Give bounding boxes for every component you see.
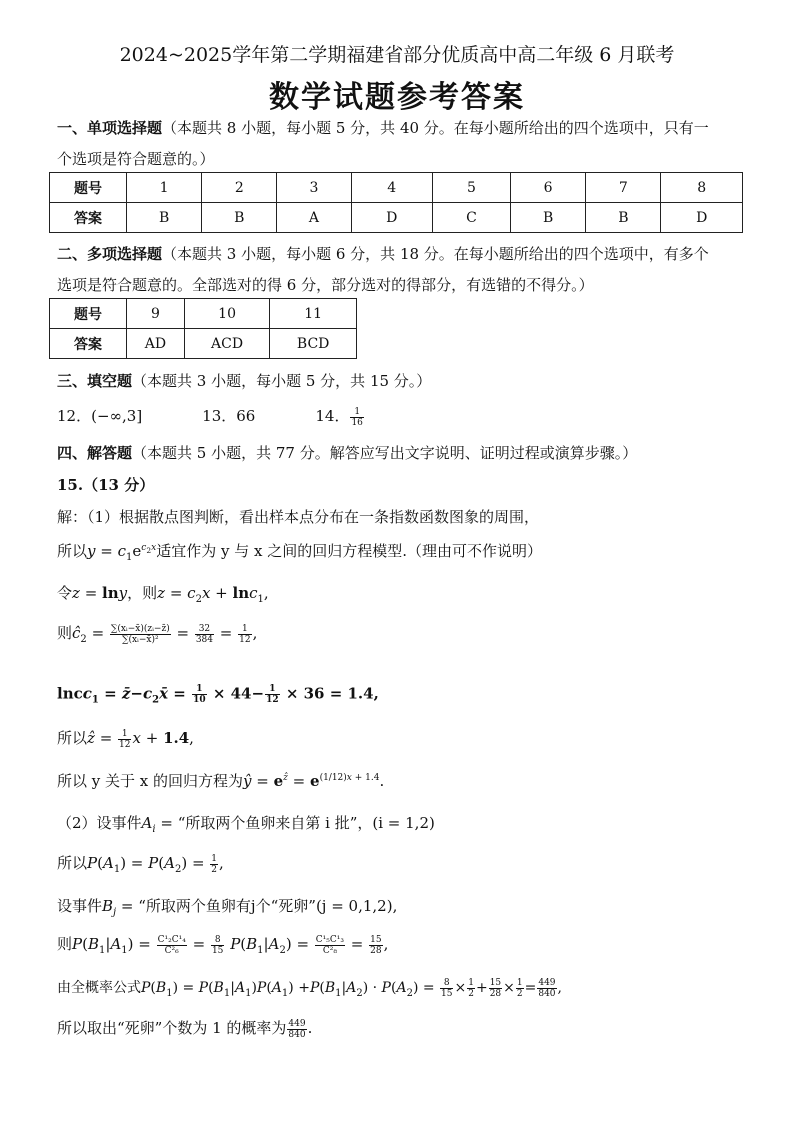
table-header-cell: 题号 — [50, 299, 127, 329]
section3-heading: 三、填空题 — [57, 372, 133, 390]
table-cell: B — [127, 203, 202, 233]
answer-12: 12．(−∞,3] — [57, 407, 143, 425]
text: 则 — [57, 624, 73, 642]
fraction — [537, 978, 556, 999]
fill-in-answers — [57, 405, 365, 428]
table-cell: AD — [127, 329, 185, 359]
text: (j = 0,1,2) — [315, 897, 393, 915]
fraction-numerator: C¹₅C¹₃ — [315, 934, 345, 945]
text: “所取两个鱼卵有j个“死卵” — [138, 897, 316, 915]
answer-13: 13．66 — [202, 407, 256, 425]
answer-table-single — [49, 172, 743, 233]
q15-line10: 设事件$B_j$ = “所取两个鱼卵有j个“死卵”(j = 0,1,2), — [57, 897, 398, 918]
table-cell: 11 — [270, 299, 357, 329]
table-cell: 2 — [202, 173, 277, 203]
question-15-title: 15.（13 分） — [57, 476, 155, 494]
fraction: $\frac{1}{12}$ — [266, 684, 279, 705]
fraction — [369, 935, 382, 956]
table-cell: 4 — [351, 173, 432, 203]
text: 所以 y 关于 x 的回归方程为 — [57, 772, 244, 790]
q15-line9: 所以$P(A_1) = P(A_2)$ = $\frac{1}{2}$ , — [57, 853, 224, 875]
table-header-cell: 题号 — [50, 173, 127, 203]
q15-line7: 所以 y 关于 x 的回归方程为ŷ = $e^ẑ = e^{(1/12)x + 1.4}$. — [57, 772, 385, 790]
table-cell: BCD — [270, 329, 357, 359]
table-cell: D — [351, 203, 432, 233]
q15-line12: 由全概率公式$P(B_1) = P(B_1|A_1)P(A_1) +P(B_1|A_2) \cdot P(A_2)$ = $\frac{8}{15}$ × $\frac{1}{2}$ + $\frac{15}{28}$ × $\frac{1}{2}$ = $\frac{449}{840}$ , — [57, 977, 562, 999]
section2-heading: 二、多项选择题 — [57, 245, 163, 263]
fraction-denominator: C²₈ — [322, 945, 337, 956]
page-title: 数学试题参考答案 — [269, 80, 525, 115]
answer-14-label: 14． — [315, 407, 350, 425]
table-cell: B — [202, 203, 277, 233]
q15-line5: lncc$_1$ = $z̄-c_2x̄$ = $\frac{1}{10}$ × 44− $\frac{1}{12}$ × 36 = 1.4, — [57, 684, 379, 706]
table-cell: A — [277, 203, 351, 233]
fraction-numerator: 1 — [238, 624, 251, 635]
section3-desc: （本题共 3 小题，每小题 5 分，共 15 分。） — [132, 372, 432, 390]
fraction: $\frac{15}{28}$ — [489, 977, 502, 999]
fraction: $\frac{1}{2}$ — [516, 977, 523, 999]
table-row — [50, 173, 743, 203]
table-cell: C — [432, 203, 510, 233]
section3-line — [57, 370, 431, 391]
section1-desc1: （本题共 8 小题，每小题 5 分，共 40 分。在每小题所给出的四个选项中，只有一 — [162, 119, 709, 137]
q15-line8: （2）设事件$A_i$ = “所取两个鱼卵来自第 i 批”，(i = 1,2) — [57, 814, 435, 835]
fraction — [315, 935, 345, 956]
table-cell: 1 — [127, 173, 202, 203]
text: (i = 1,2) — [372, 814, 435, 832]
q15-line13: 所以取出“死卵”个数为 1 的概率为 $\frac{449}{840}$ . — [57, 1018, 313, 1040]
table-cell: 8 — [661, 173, 743, 203]
table-cell: D — [661, 203, 743, 233]
fraction-numerator: 1 — [350, 407, 363, 418]
value: 44 — [230, 684, 252, 703]
table-cell: 7 — [586, 173, 661, 203]
fraction: $\frac{1}{2}$ — [211, 853, 218, 875]
text: 所以 — [57, 854, 88, 872]
section4-desc: （本题共 5 小题，共 77 分。解答应写出文字说明、证明过程或演算步骤。） — [132, 444, 638, 462]
text: 由全概率公式 — [57, 980, 141, 996]
fraction-numerator: 32 — [195, 624, 214, 635]
text: 令 — [57, 584, 73, 602]
table-cell: 6 — [511, 173, 586, 203]
regression-fraction — [110, 624, 171, 645]
section2-line1 — [57, 243, 709, 264]
table-cell: B — [586, 203, 661, 233]
text: （2）设事件 — [57, 814, 142, 832]
text: 所以 — [57, 542, 88, 560]
table-cell: 3 — [277, 173, 351, 203]
q15-line11: 则$P(B_1|A_1)$ = $\frac{\text{C¹₂C¹₄}}{\text{C²₆}}$ = $\frac{8}{15}$ $P(B_1|A_2)$ = $\frac{\text{C¹₅C¹₃}}{\text{C²₈}}$ = $\frac{15}{28}$ , — [57, 934, 389, 956]
q15-line6: 所以ẑ = $\frac{1}{12}$ x + 1.4, — [57, 728, 194, 750]
text: 设事件 — [57, 897, 103, 915]
table-cell: 9 — [127, 299, 185, 329]
section4-heading: 四、解答题 — [57, 444, 133, 462]
section2-desc1: （本题共 3 小题，每小题 6 分，共 18 分。在每小题所给出的四个选项中，有多个 — [162, 245, 709, 263]
q15-line2: 所以$y = c_1e^{c_2x}$适宜作为 y 与 x 之间的回归方程模型.（理由可不作说明） — [57, 542, 542, 563]
fraction: $\frac{1}{10}$ — [193, 684, 206, 705]
fraction: $\frac{1}{12}$ — [119, 728, 131, 750]
section1-desc2: 个选项是符合题意的。） — [57, 150, 215, 168]
text: ，则 — [127, 584, 158, 602]
answer-table-multiple — [49, 298, 357, 359]
q15-line3: 令z = lny，则$z = c_2x + \ln c_1$, — [57, 584, 269, 605]
table-cell: ACD — [184, 329, 270, 359]
fraction-denominator: 15 — [211, 945, 224, 956]
section1-heading: 一、单项选择题 — [57, 119, 163, 137]
table-header-cell: 答案 — [50, 329, 127, 359]
text: 适宜作为 y 与 x 之间的回归方程模型.（理由可不作说明） — [156, 542, 542, 560]
table-cell: B — [511, 203, 586, 233]
table-row — [50, 329, 357, 359]
fraction-numerator: ∑(xᵢ−x̄)(zᵢ−z̄) — [110, 623, 170, 634]
fraction-numerator: 449 — [288, 1018, 306, 1029]
fraction — [211, 935, 224, 956]
fraction-denominator: 12 — [239, 634, 251, 645]
fraction-denominator: ∑(xᵢ−x̄)² — [122, 634, 159, 645]
fraction — [238, 624, 251, 645]
table-cell: 5 — [432, 173, 510, 203]
section2-desc2: 选项是符合题意的。全部选对的得 6 分，部分选对的得部分，有选错的不得分。） — [57, 276, 594, 294]
answer-14-fraction — [350, 407, 363, 428]
q15-line1: 解：（1）根据散点图判断，看出样本点分布在一条指数函数图象的周围， — [57, 508, 540, 526]
text: lnc — [57, 684, 83, 703]
fraction-denominator: 28 — [370, 945, 382, 956]
table-row — [50, 203, 743, 233]
value: 1.4 — [347, 684, 374, 703]
fraction — [157, 935, 187, 956]
fraction-denominator: 16 — [351, 417, 363, 428]
section1-line1 — [57, 117, 709, 138]
fraction-denominator: 840 — [538, 988, 556, 999]
text: 则 — [57, 935, 73, 953]
table-row — [50, 299, 357, 329]
value: 36 — [303, 684, 325, 703]
exam-header: 2024~2025学年第二学期福建省部分优质高中高二年级 6 月联考 — [119, 44, 675, 66]
fraction-denominator: C²₆ — [164, 945, 179, 956]
fraction — [195, 624, 214, 645]
section4-line — [57, 442, 637, 463]
fraction: $\frac{8}{15}$ — [441, 977, 453, 999]
table-cell: 10 — [184, 299, 270, 329]
fraction-numerator: 449 — [538, 977, 556, 988]
fraction-numerator: C¹₂C¹₄ — [157, 934, 186, 945]
table-header-cell: 答案 — [50, 203, 127, 233]
fraction: $\frac{1}{2}$ — [468, 977, 474, 999]
q15-line4: 则$ĉ_2$ = $\frac{\text{∑(xᵢ−x̄)(zᵢ−z̄)}}{\text{∑(xᵢ−x̄)²}}$ = $\frac{32}{384}$ = $\frac{1}{12}$ , — [57, 623, 258, 645]
text: “所取两个鱼卵来自第 i 批”， — [177, 814, 373, 832]
fraction-denominator: 384 — [195, 634, 214, 645]
fraction-numerator: 15 — [370, 934, 382, 945]
fraction — [287, 1019, 306, 1040]
fraction-denominator: 840 — [288, 1029, 306, 1040]
fraction-numerator: 8 — [211, 935, 224, 946]
text: 所以 — [57, 729, 88, 747]
text: 所以取出“死卵”个数为 1 的概率为 — [57, 1019, 287, 1037]
